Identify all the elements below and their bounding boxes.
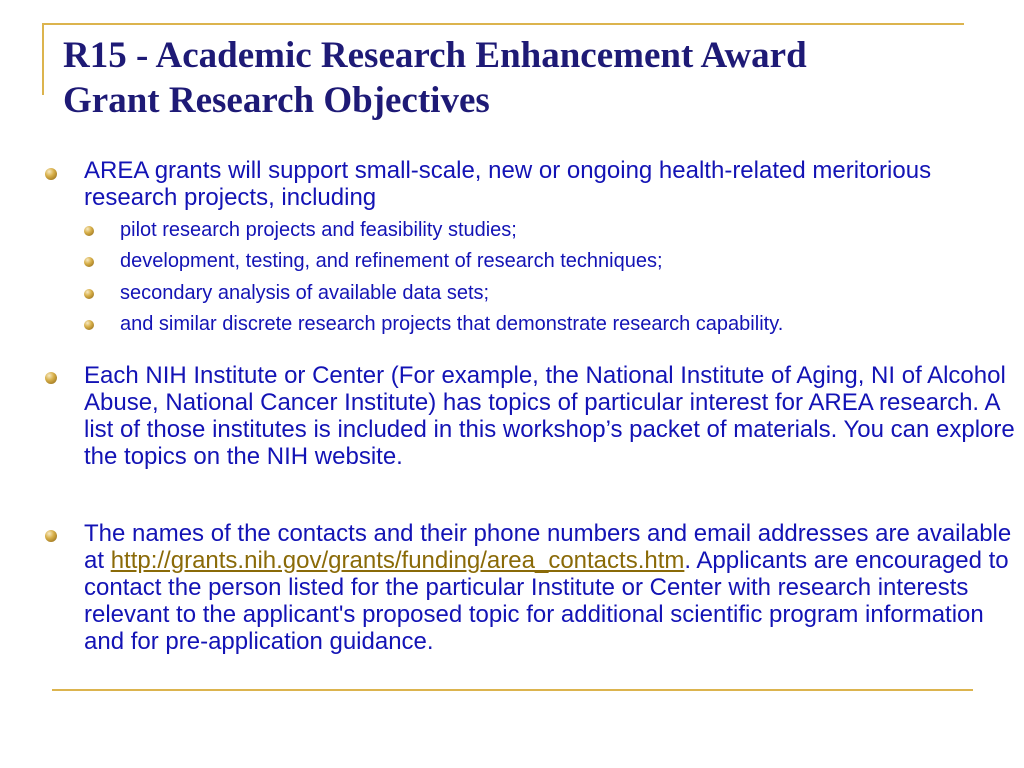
bullet-text: AREA grants will support small-scale, new or ongoing health-related meritorious research projects, including (84, 157, 932, 211)
subbullet-item: pilot research projects and feasibility studies; (120, 219, 517, 241)
gold-sphere-bullet-icon (45, 372, 57, 384)
gold-sphere-bullet-icon (45, 530, 57, 542)
slide-title-line-1: R15 - Academic Research Enhancement Award (63, 35, 807, 76)
bullet-text-after-link: . Applicants are encouraged to contact the person listed for the particular Institute or Center with research interests relevant to the applicant's proposed topic for additional scientific program information and for pre-application guidance. (84, 547, 1009, 655)
gold-sphere-bullet-icon (84, 226, 94, 236)
gold-sphere-bullet-icon (84, 289, 94, 299)
subbullet-item: secondary analysis of available data sets; (120, 282, 490, 304)
slide-title (63, 33, 1003, 123)
subbullet-item: and similar discrete research projects that demonstrate research capability. (120, 313, 784, 335)
bottom-accent-rule (52, 689, 973, 691)
gold-sphere-bullet-icon (84, 320, 94, 330)
subbullet-item: development, testing, and refinement of research techniques; (120, 250, 663, 272)
bullet-text-before-link: The names of the contacts and their phone numbers and email addresses are available at (84, 520, 1012, 574)
top-accent-rule (44, 23, 964, 25)
bullet-text (84, 520, 1019, 655)
area-contacts-link[interactable]: http://grants.nih.gov/grants/funding/area_contacts.htm (110, 547, 685, 574)
bullet-item-area-grants (84, 157, 1014, 211)
gold-sphere-bullet-icon (84, 257, 94, 267)
gold-sphere-bullet-icon (45, 168, 57, 180)
bullet-text: Each NIH Institute or Center (For example, the National Institute of Aging, NI of Alcohol Abuse, National Cancer Institute) has topics of particular interest for AREA research. A list of those institutes is included in this workshop’s packet of materials. You can explore the topics on the NIH website. (84, 362, 1015, 470)
slide-title-line-2: Grant Research Objectives (63, 80, 490, 121)
bullet-item-nih-institutes (84, 362, 1019, 470)
left-accent-rule (42, 23, 44, 95)
bullet-item-contacts (84, 520, 1019, 655)
